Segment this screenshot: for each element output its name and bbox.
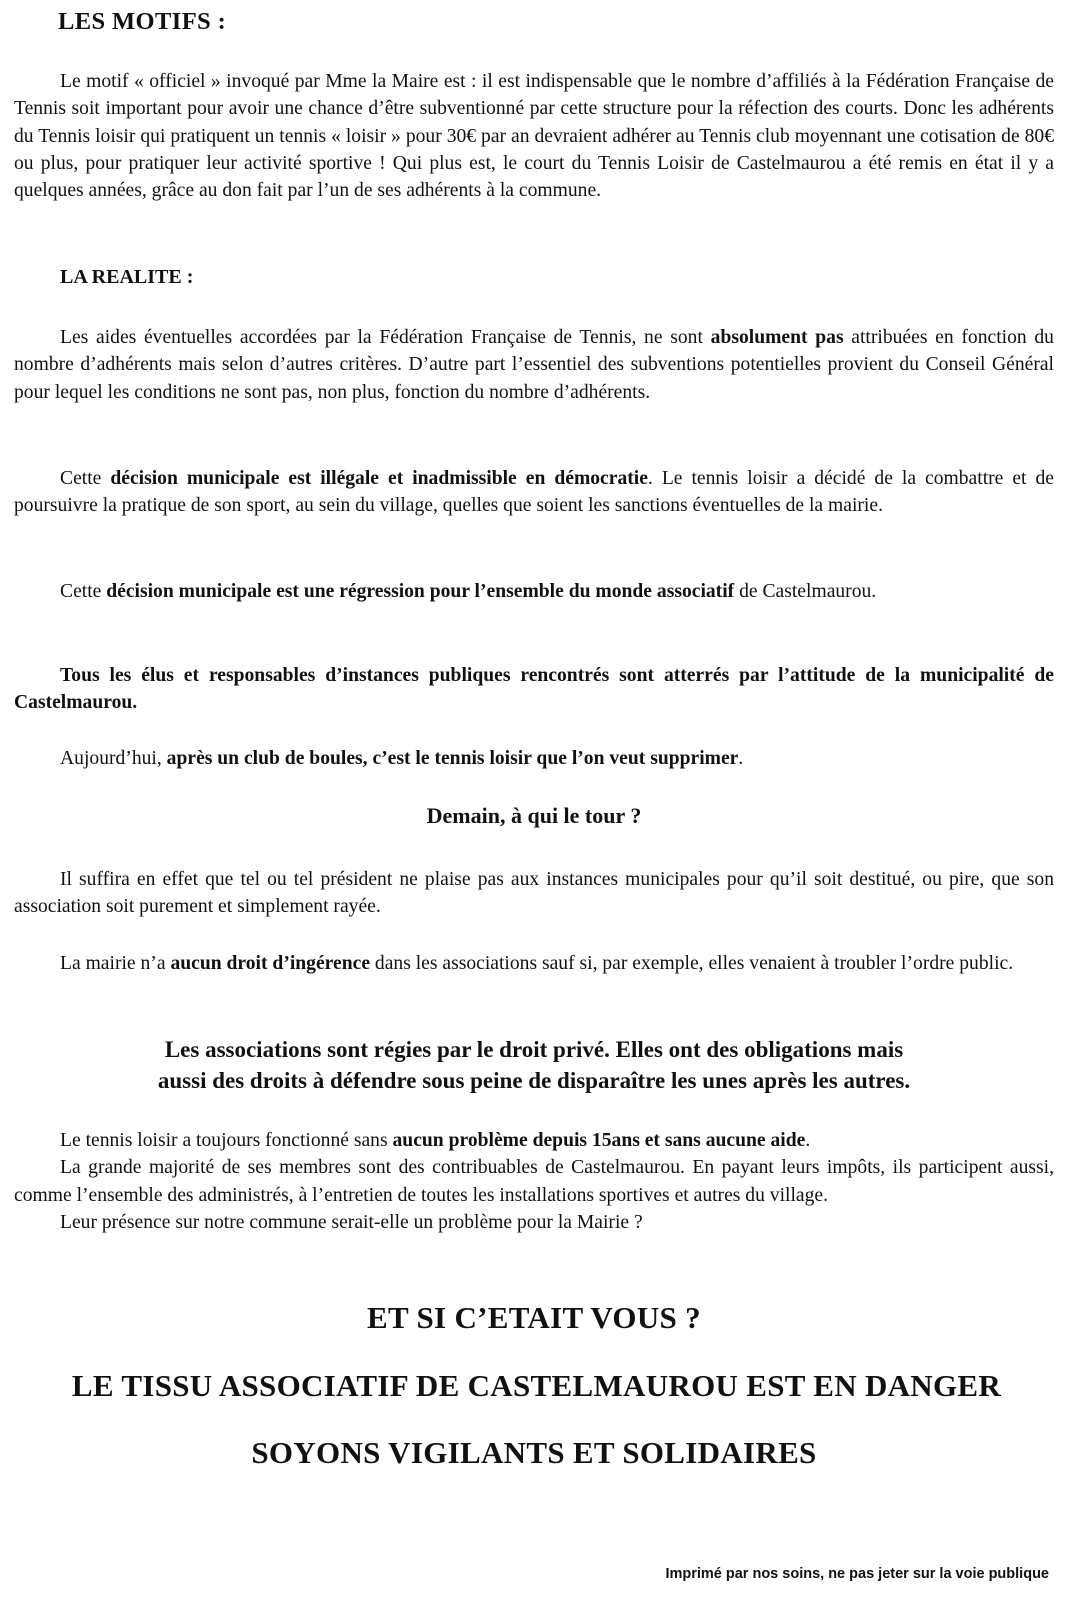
paragraph-suffira: Il suffira en effet que tel ou tel président ne plaise pas aux instances municipales pour qu’il soit destitué, ou pire, que son association soit purement et simplement rayée. [14, 869, 1054, 918]
tennis-loisir-line-3: Leur présence sur notre commune serait-elle un problème pour la Mairie ? [60, 1211, 643, 1233]
paragraph-decision-illegale: Cette décision municipale est illégale et inadmissible en démocratie. Le tennis loisir a décidé de la combattre et de poursuivre la pratique de son sport, au sein du village, quelles que soient les sanctions éventuelles de la mairie. [14, 468, 1054, 517]
paragraph-regression: Cette décision municipale est une régression pour l’ensemble du monde associatif de Castelmaurou. [60, 581, 877, 602]
demain-question: Demain, à qui le tour ? [426, 803, 642, 828]
et-si-cetait-vous: ET SI C’ETAIT VOUS ? [367, 1300, 701, 1335]
footer-note: Imprimé par nos soins, ne pas jeter sur la voie publique [665, 1566, 1049, 1582]
droit-prive-statement [14, 1034, 1054, 1096]
heading-realite: LA REALITE : [60, 266, 194, 288]
paragraph-motifs: Le motif « officiel » invoqué par Mme la Maire est : il est indispensable que le nombre d’affiliés à la Fédération Française de Tennis soit important pour avoir une chance d’être subventionné par cette structure pour la réfection des courts. Donc les adhérents du Tennis loisir qui pratiquent un tennis « loisir » pour 30€ par an devraient adhérer au Tennis club moyennant une cotisation de 80€ ou plus, pour pratiquer leur activité sportive ! Qui plus est, le court du Tennis Loisir de Castelmaurou a été remis en état il y a quelques années, grâce au don fait par l’un de ses adhérents à la commune. [14, 71, 1054, 202]
tissu-associatif-danger: LE TISSU ASSOCIATIF DE CASTELMAUROU EST EN DANGER [71, 1368, 1002, 1403]
paragraph-aides: Les aides éventuelles accordées par la Fédération Française de Tennis, ne sont absolument pas attribuées en fonction du nombre d’adhérents mais selon d’autres critères. D’autre part l’essentiel des subventions potentielles provient du Conseil Général pour lequel les conditions ne sont pas, non plus, fonction du nombre d’adhérents. [14, 327, 1054, 403]
paragraph-tennis-loisir [14, 1127, 1054, 1236]
paragraph-elus: Tous les élus et responsables d’instances publiques rencontrés sont atterrés par l’attitude de la municipalité de Castelmaurou. [14, 665, 1054, 714]
paragraph-ingerence: La mairie n’a aucun droit d’ingérence dans les associations sauf si, par exemple, elles venaient à troubler l’ordre public. [60, 953, 1014, 974]
soyons-vigilants: SOYONS VIGILANTS ET SOLIDAIRES [251, 1435, 817, 1470]
droit-prive-line-1: Les associations sont régies par le droit privé. Elles ont des obligations mais [164, 1037, 904, 1062]
tennis-loisir-line-1: Le tennis loisir a toujours fonctionné sans aucun problème depuis 15ans et sans aucune aide. [60, 1130, 811, 1151]
paragraph-aujourdhui: Aujourd’hui, après un club de boules, c’est le tennis loisir que l’on veut supprimer. [60, 748, 744, 769]
droit-prive-line-2: aussi des droits à défendre sous peine de disparaître les unes après les autres. [157, 1068, 911, 1093]
tennis-loisir-line-2: La grande majorité de ses membres sont des contribuables de Castelmaurou. En payant leurs impôts, ils participent aussi, comme l’ensemble des administrés, à l’entretien de toutes les installations sportives et autres du village. [14, 1157, 1054, 1206]
heading-motifs: LES MOTIFS : [58, 8, 227, 35]
